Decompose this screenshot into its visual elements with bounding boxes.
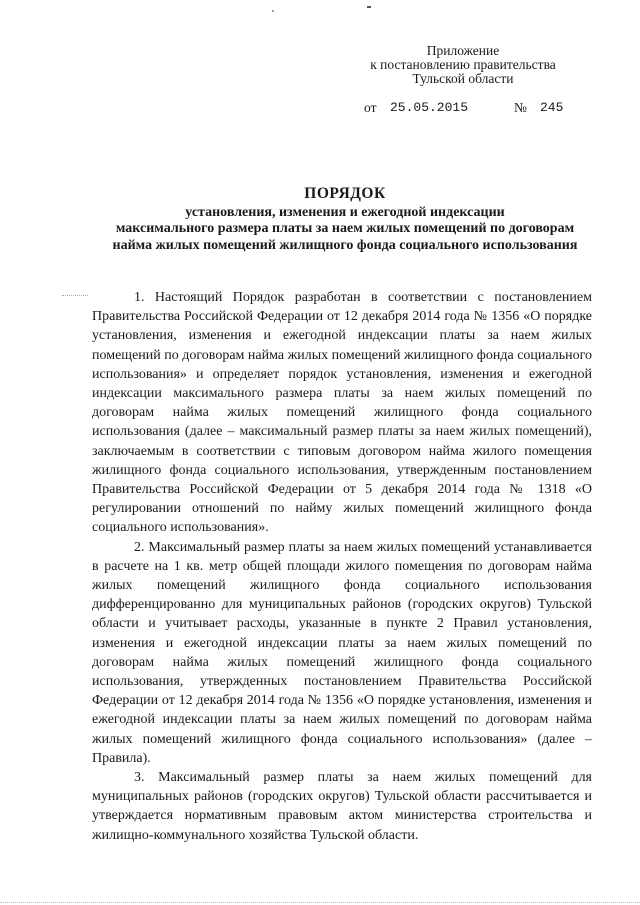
number-label: № (514, 100, 527, 115)
paragraph-2: 2. Максимальный размер платы за наем жилых помещений устанавливается в расчете на 1 кв. метр общей площади жилого помещения по договорам найма жилых помещений жилищного фонда социального использования дифференцированно для муниципальных районов (городских округов) Тульской области и учитывает расходы, указанные в пункте 2 Правил установления, изменения и ежегодной индексации платы за наем жилых помещений по договорам найма жилых помещений жилищного фонда социального использования, утвержденных постановлением Правительства Российской Федерации от 12 декабря 2014 года № 1356 «О порядке установления, изменения и ежегодной индексации платы за наем жилых помещений по договорам найма жилых помещений жилищного фонда социального использования» (далее – Правила). (92, 539, 592, 766)
scan-speck (272, 10, 274, 12)
heading-line: максимального размера платы за наем жилых помещений по договорам (115, 221, 575, 236)
date-label: от (364, 100, 377, 115)
approval-line: к постановлению правительства (370, 57, 556, 72)
scan-margin-mark (62, 295, 88, 296)
decree-number: 245 (540, 100, 564, 115)
paragraph-3: 3. Максимальный размер платы за наем жилых помещений для муниципальных районов (городских округов) Тульской области рассчитывается и утверждается нормативным правовым актом министерства строительства и жилищно-коммунального хозяйства Тульской области. (92, 770, 592, 843)
approval-line: Тульской области (412, 71, 514, 86)
approval-block (358, 44, 568, 86)
heading-line: установления, изменения и ежегодной индексации (185, 204, 505, 220)
document-heading (70, 186, 620, 254)
heading-line: найма жилых помещений жилищного фонда социального использования (112, 237, 578, 253)
document-title: ПОРЯДОК (304, 185, 386, 202)
paragraph-1: 1. Настоящий Порядок разработан в соответствии с постановлением Правительства Российской Федерации от 12 декабря 2014 года № 1356 «О порядке установления, изменения и ежегодной индексации платы за наем жилых помещений по договорам найма жилых помещений жилищного фонда социального использования» и определяет порядок установления, изменения и ежегодной индексации максимального размера платы за наем жилых помещений по договорам найма жилых помещений жилищного фонда социального использования (далее – максимальный размер платы за наем жилых помещений), заключаемым в соответствии с типовым договором найма жилого помещения жилищного фонда социального использования, утвержденным постановлением Правительства Российской Федерации от 5 декабря 2014 года № 1318 «О регулировании отношений по найму жилых помещений жилищного фонда социального использования». (92, 290, 592, 536)
scan-speck (367, 6, 371, 8)
approval-line: Приложение (426, 43, 500, 58)
document-body (92, 288, 592, 845)
scan-bottom-edge (0, 902, 640, 903)
decree-date: 25.05.2015 (390, 100, 469, 115)
